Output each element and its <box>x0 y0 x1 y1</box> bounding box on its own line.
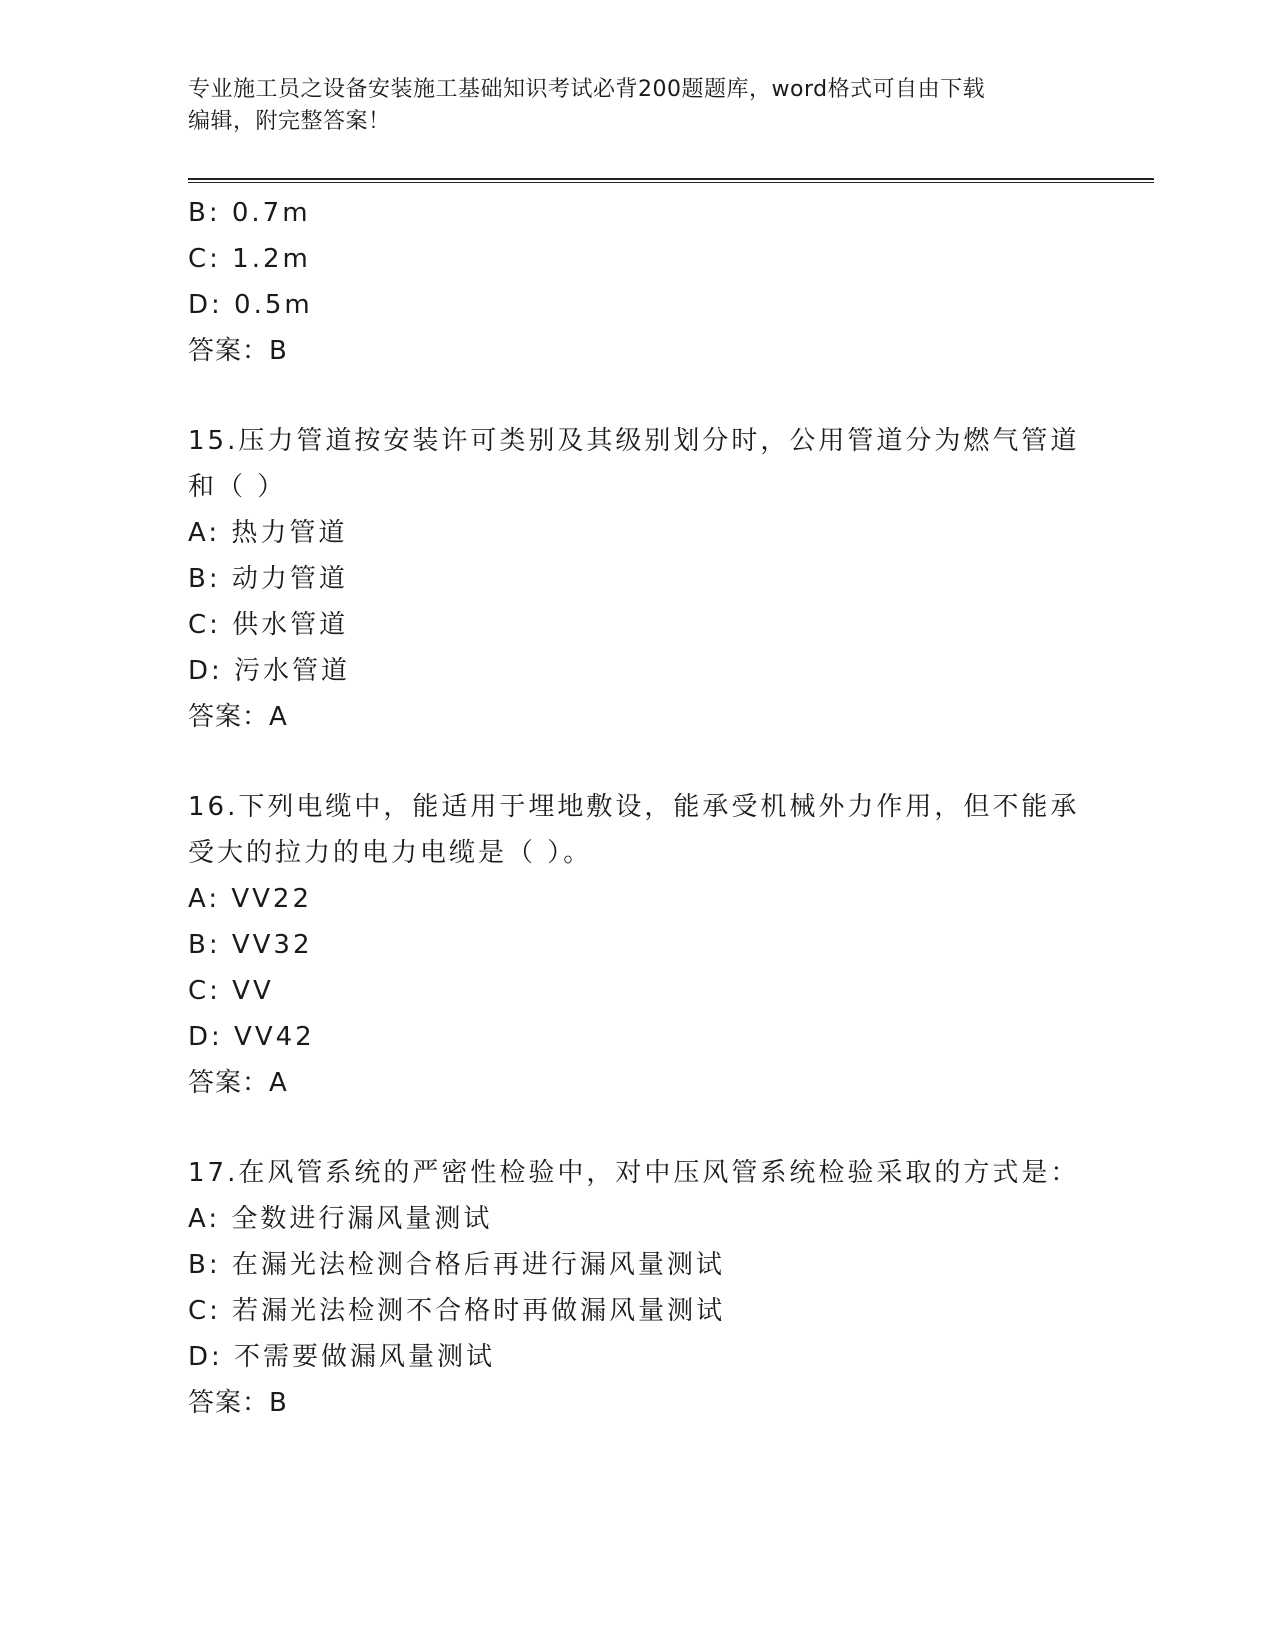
option-d: D: 不需要做漏风量测试 <box>188 1342 496 1372</box>
option-c: C: 若漏光法检测不合格时再做漏风量测试 <box>188 1296 726 1326</box>
question-text-line-1: 15.压力管道按安装许可类别及其级别划分时，公用管道分为燃气管道 <box>188 426 1080 456</box>
option-c: C: VV <box>188 976 274 1006</box>
option-d: D: VV42 <box>188 1022 315 1052</box>
question-16 <box>188 784 1088 1106</box>
option-b: B: VV32 <box>188 930 313 960</box>
question-text-line-2: 受大的拉力的电力电缆是（ ）。 <box>188 838 593 868</box>
option-b: B: 在漏光法检测合格后再进行漏风量测试 <box>188 1250 725 1280</box>
answer: 答案：A <box>188 1068 288 1098</box>
question-text-line-1: 16.下列电缆中，能适用于埋地敷设，能承受机械外力作用，但不能承 <box>188 792 1080 822</box>
header-divider <box>188 178 1154 183</box>
option-c: C: 供水管道 <box>188 610 349 640</box>
answer: 答案：B <box>188 336 288 366</box>
header-line-1: 专业施工员之设备安装施工基础知识考试必背200题题库，word格式可自由下载 <box>188 77 986 102</box>
document-header <box>188 74 1088 138</box>
question-text-line-2: 和（ ） <box>188 472 287 502</box>
option-c: C: 1.2m <box>188 244 311 274</box>
question-text-line-1: 17.在风管系统的严密性检验中，对中压风管系统检验采取的方式是： <box>188 1158 1080 1188</box>
question-17 <box>188 1150 1088 1426</box>
question-content <box>188 190 1088 1426</box>
option-a: A: 热力管道 <box>188 518 348 548</box>
question-partial <box>188 190 1088 374</box>
answer: 答案：A <box>188 702 288 732</box>
question-15 <box>188 418 1088 740</box>
header-line-2: 编辑，附完整答案！ <box>188 109 391 134</box>
option-a: A: 全数进行漏风量测试 <box>188 1204 493 1234</box>
option-b: B: 动力管道 <box>188 564 348 594</box>
option-d: D: 0.5m <box>188 290 313 320</box>
option-a: A: VV22 <box>188 884 313 914</box>
option-b: B: 0.7m <box>188 198 311 228</box>
answer: 答案：B <box>188 1388 288 1418</box>
option-d: D: 污水管道 <box>188 656 351 686</box>
